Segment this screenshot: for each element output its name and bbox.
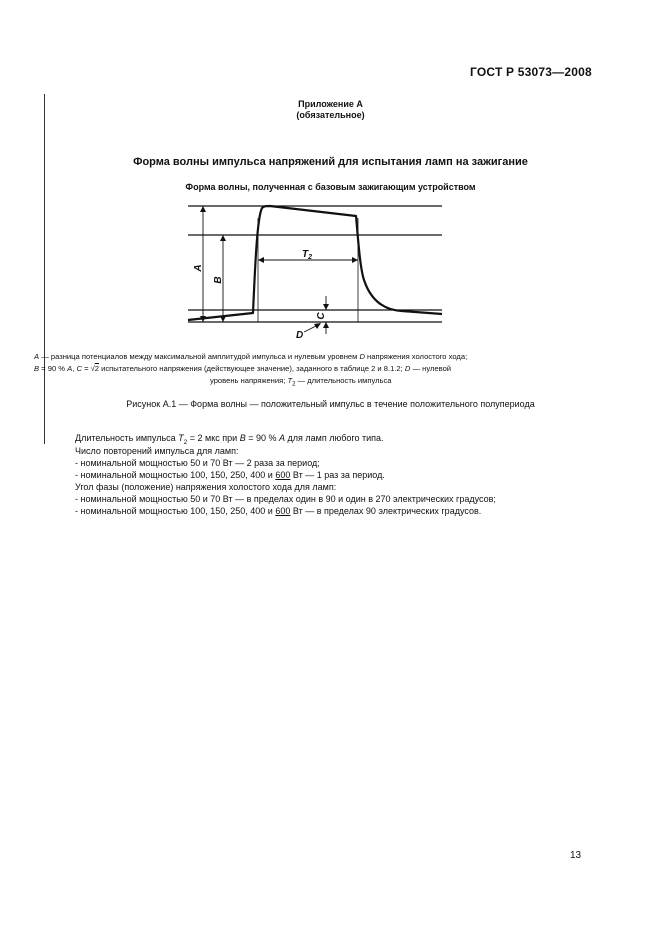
body-line-1: Длительность импульса $T_2 = 2$ мкс при B = 90 % A для ламп любого типа. <box>75 433 384 446</box>
label-d: D <box>296 330 304 341</box>
arrowhead <box>352 257 358 263</box>
arrowhead <box>220 235 226 241</box>
body-line-4: - номинальной мощностью 100, 150, 250, 400 и 600 Вт — 1 раз за период. <box>75 470 385 480</box>
annex-title: Приложение А <box>298 99 363 109</box>
waveform-figure <box>180 198 450 348</box>
label-c: C <box>316 312 327 320</box>
arrowhead <box>323 322 329 328</box>
body-line-5: Угол фазы (положение) напряжения холостого хода для ламп: <box>75 482 337 492</box>
arrowhead <box>200 206 206 212</box>
legend-line-3: уровень напряжения; $T_2$ — длительность импульса <box>210 376 392 388</box>
page-number: 13 <box>570 850 582 861</box>
figure-subtitle: Форма волны, полученная с базовым зажигающим устройством <box>185 182 476 192</box>
pulse-curve <box>188 206 442 320</box>
body-line-3: - номинальной мощностью 50 и 70 Вт — 2 раза за период; <box>75 458 320 468</box>
annex-status: (обязательное) <box>296 110 365 120</box>
label-b: B <box>213 276 224 284</box>
legend-line-2: B = 90 % A, C = √2 испытательного напряжения (действующее значение), заданного в таблице 2 и 8.1.2; D — нулевой <box>34 364 452 373</box>
arrowhead <box>220 316 226 322</box>
body-line-2: Число повторений импульса для ламп: <box>75 446 239 456</box>
sqrt-symbol: √ <box>90 364 95 373</box>
margin-line <box>44 94 45 444</box>
body-line-6: - номинальной мощностью 50 и 70 Вт — в пределах один в 90 и один в 270 электрических градусов; <box>75 494 496 504</box>
legend-line-1: A — разница потенциалов между максимальной амплитудой импульса и нулевым уровнем D напряжения холостого хода; <box>34 352 468 361</box>
label-a: A <box>193 264 204 272</box>
figure-caption: Рисунок А.1 — Форма волны — положительный импульс в течение положительного полупериода <box>126 399 535 409</box>
standard-number: ГОСТ Р 53073—2008 <box>470 65 592 79</box>
arrowhead <box>323 304 329 310</box>
label-t2: $T_2$ <box>302 249 313 261</box>
arrowhead <box>258 257 264 263</box>
section-title: Форма волны импульса напряжений для испытания ламп на зажигание <box>133 156 528 168</box>
body-line-7: - номинальной мощностью 100, 150, 250, 400 и 600 Вт — в пределах 90 электрических градусов. <box>75 506 482 516</box>
